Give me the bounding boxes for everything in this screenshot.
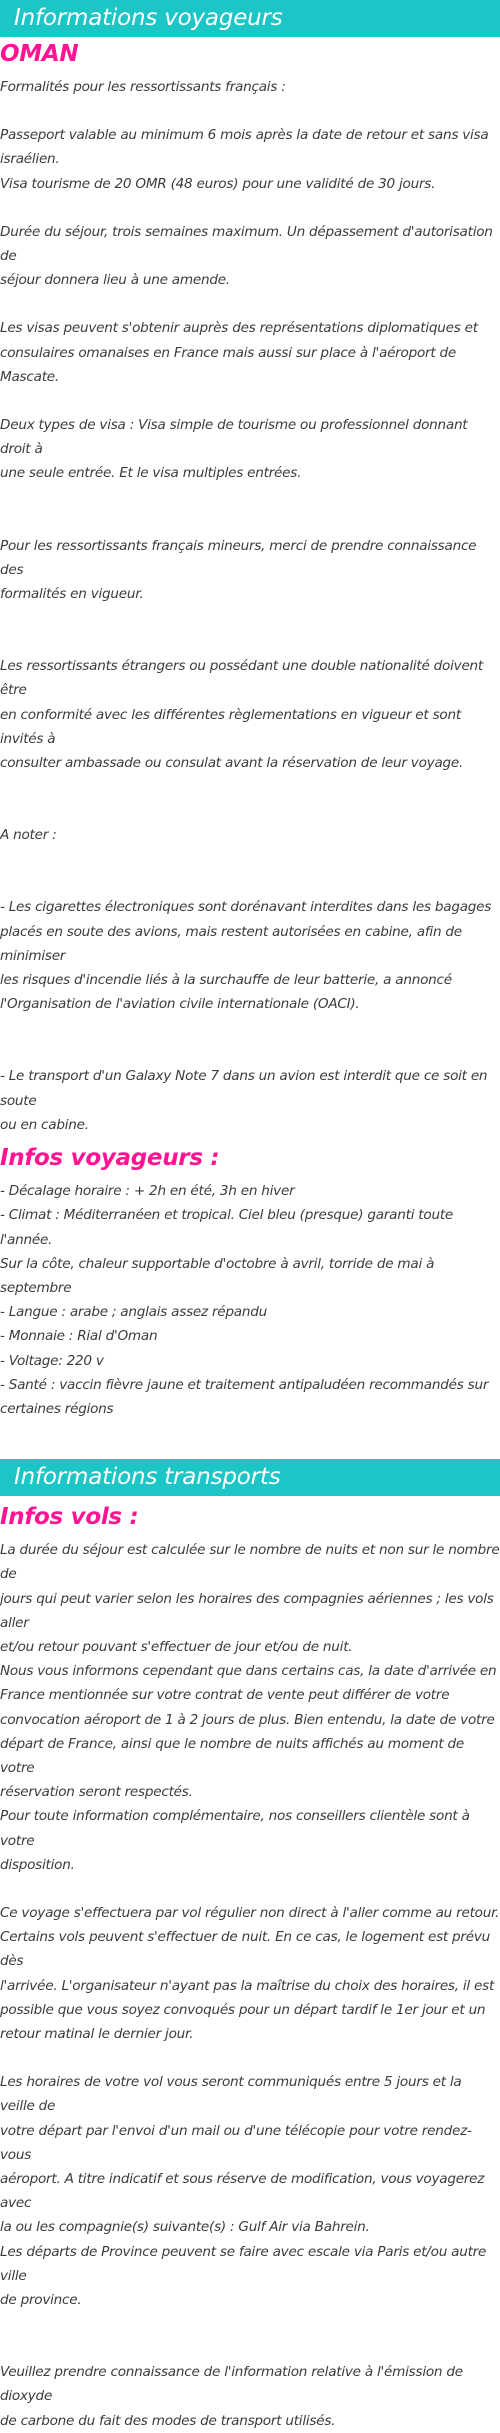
passport-paragraph: Passeport valable au minimum 6 mois après la date de retour et sans visa israélien. Visa tourisme de 20 OMR (48 euros) pour une validité de 30 jours.: [0, 127, 489, 192]
galaxy-note-paragraph: - Le transport d'un Galaxy Note 7 dans un avion est interdit que ce soit en soute ou en cabine.: [0, 1068, 488, 1133]
e-cigarettes-paragraph: - Les cigarettes électroniques sont dorénavant interdites dans les bagages placés en soute des avions, mais restent autorisées en cabine, afin de minimiser les risques d'incendie liés à la surchauffe de leur batterie, a annoncé l'Organisation de l'aviation civile internationale (OACI).: [0, 899, 492, 1013]
section-banner-informations-transports: Informations transports: [0, 1459, 500, 1496]
note-label: A noter :: [0, 827, 57, 844]
section-banner-informations-voyageurs: Informations voyageurs: [0, 0, 500, 37]
co2-emission-paragraph: Veuillez prendre connaissance de l'information relative à l'émission de dioxyde de carbone du fait des modes de transport utilisés.: [0, 2364, 463, 2429]
formalities-intro: Formalités pour les ressortissants français :: [0, 79, 286, 95]
stay-duration-paragraph: Durée du séjour, trois semaines maximum. Un dépassement d'autorisation de séjour donnera lieu à une amende.: [0, 223, 493, 289]
visa-obtain-paragraph: Les visas peuvent s'obtenir auprès des représentations diplomatiques et consulaires omanaises en France mais aussi sur place à l'aéroport de Mascate.: [0, 320, 478, 385]
visa-types-paragraph: Deux types de visa : Visa simple de tourisme ou professionnel donnant droit à une seule entrée. Et le visa multiples entrées.: [0, 417, 468, 482]
stay-calculation-paragraph: La durée du séjour est calculée sur le nombre de nuits et non sur le nombre de jours qui peut varier selon les horaires des compagnies aériennes ; les vols aller et/ou retour pouvant s'effectuer de jour et/ou de nuit. Nous vous informons cependant que dans certains cas, la date d'arrivée en France mentionnée sur votre contrat de vente peut différer de votre convocation aéroport de 1 à 2 jours de plus. Bien entendu, la date de votre départ de France, ainsi que le nombre de nuits affichés au moment de votre réservation seront respectés. Pour toute information complémentaire, nos conseillers clientèle sont à votre disposition.: [0, 1542, 500, 1873]
minors-paragraph: Pour les ressortissants français mineurs, merci de prendre connaissance des formalités en vigueur.: [0, 537, 477, 603]
infos-vols-heading: Infos vols :: [0, 1504, 139, 1531]
flight-type-paragraph: Ce voyage s'effectuera par vol régulier non direct à l'aller comme au retour. Certains vols peuvent s'effectuer de nuit. En ce cas, le logement est prévu dès l'arrivée. L'organisateur n'ayant pas la maîtrise du choix des horaires, il est possible que vous soyez convoqués pour un départ tardif le 1er jour et un retour matinal le dernier jour.: [0, 1904, 500, 2042]
foreign-nationals-paragraph: Les ressortissants étrangers ou possédant une double nationalité doivent être en conformité avec les différentes règlementations en vigueur et sont invités à consulter ambassade ou consulat avant la réservation de leur voyage.: [0, 658, 484, 772]
infos-voyageurs-heading: Infos voyageurs :: [0, 1145, 220, 1172]
country-heading: OMAN: [0, 41, 79, 67]
infos-voyageurs-list: - Décalage horaire : + 2h en été, 3h en hiver - Climat : Méditerranéen et tropical. Ciel bleu (presque) garanti toute l'année. Sur la côte, chaleur supportable d'octobre à avril, torride de mai à septembre - Langue : arabe ; anglais assez répandu - Monnaie : Rial d'Oman - Voltage: 220 v - Santé : vaccin fièvre jaune et traitement antipaludéen recommandés sur certaines régions: [0, 1183, 489, 1417]
flight-schedule-paragraph: Les horaires de votre vol vous seront communiqués entre 5 jours et la veille de votre départ par l'envoi d'un mail ou d'une télécopie pour votre rendez-vous aéroport. A titre indicatif et sous réserve de modification, vous voyagerez avec la ou les compagnie(s) suivante(s) : Gulf Air via Bahrein. Les départs de Province peuvent se faire avec escale via Paris et/ou autre ville de province.: [0, 2074, 487, 2309]
